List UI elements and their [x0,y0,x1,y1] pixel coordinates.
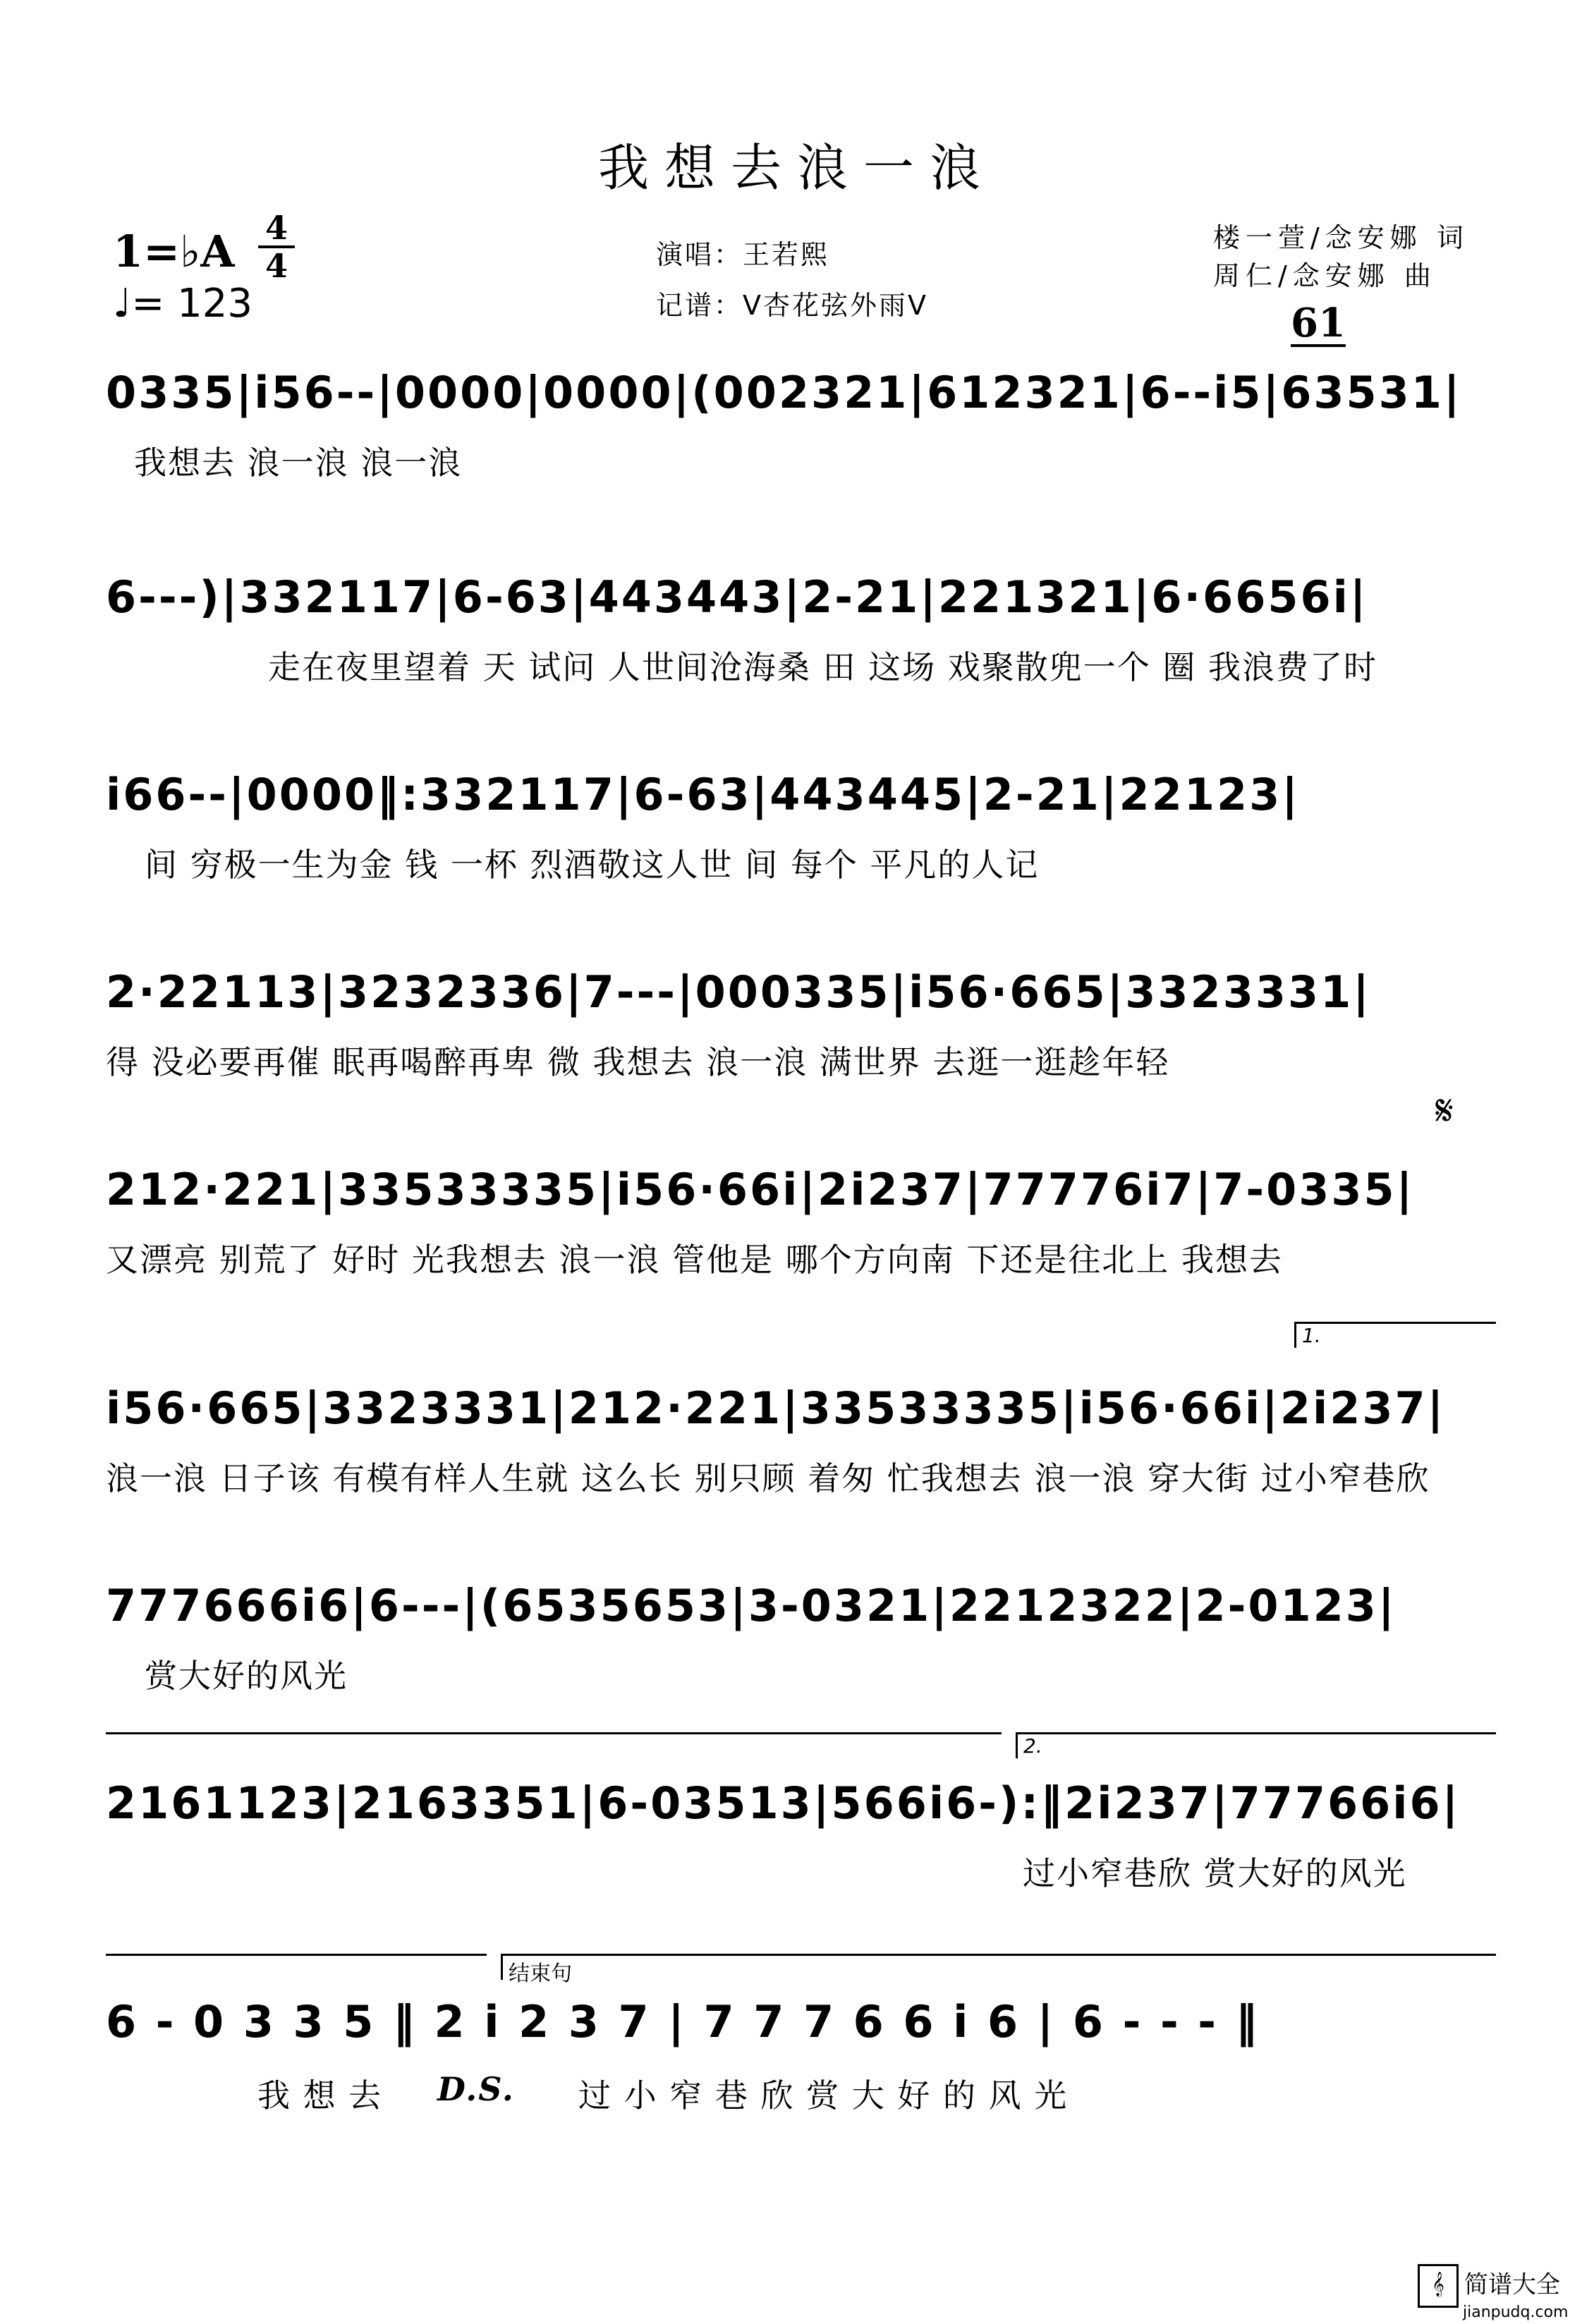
notation-line: i56·665|3323331|212·221|33533335|i56·66i|2i237| [106,1382,1446,1434]
ossia-notes: 61 [1291,300,1346,346]
lyrics-line-right: 过 小 窄 巷 欣 赏 大 好 的 风 光 [578,2076,1069,2115]
lyrics-line: 得 没必要再催 眠再喝醉再卑 微 我想去 浪一浪 满世界 去逛一逛趁年轻 [106,1043,1170,1081]
song-title: 我想去浪一浪 [597,138,996,197]
watermark-name: 简谱大全 [1464,2270,1560,2299]
time-signature-bottom: 4 [264,247,288,285]
lyrics-line: 间 穷极一生为金 钱 一杯 烈酒敬这人世 间 每个 平凡的人记 [145,846,1040,884]
notation-line: 2161123|2163351|6-03513|566i6-):‖2i237|77766i6| [106,1777,1461,1829]
repeat-span-line [106,1732,1002,1734]
lyrics-line: 赏大好的风光 [145,1657,348,1695]
tempo-marking: ♩= 123 [113,281,253,327]
lyricist-credit: 楼一萱/念安娜 词 [1213,222,1469,253]
volta-second-ending: 2. [1016,1732,1496,1758]
time-signature-top: 4 [264,209,288,247]
time-signature [255,209,298,285]
notation-line: i66--|0000‖:332117|6-63|443445|2-21|22123| [106,769,1300,820]
notation-line: 0335|i56--|0000|0000|(002321|612321|6--i5|63531| [106,367,1462,418]
notation-line: 6 - 0 3 3 5 ‖ 2 i 2 3 7 | 7 7 7 6 6 i 6 | 6 - - - ‖ [106,1996,1260,2048]
watermark-url: jianpudq.com [1463,2304,1569,2321]
lyrics-line: 又漂亮 别荒了 好时 光我想去 浪一浪 管他是 哪个方向南 下还是往北上 我想去 [106,1241,1283,1279]
notation-line: 2·22113|3232336|7---|000335|i56·665|3323331| [106,966,1371,1018]
notation-line: 212·221|33533335|i56·66i|2i237|77776i7|7-0335| [106,1164,1415,1215]
segno-icon: 𝄋 [1435,1086,1454,1136]
lyrics-line-left: 我 想 去 [257,2076,383,2115]
dal-segno-mark: D.S. [437,2070,515,2108]
lyrics-line: 我想去 浪一浪 浪一浪 [134,444,463,482]
transcriber-credit: 记谱：V杏花弦外雨V [656,290,928,321]
singer-credit: 演唱：王若熙 [656,239,830,270]
key-signature: 1=♭A [113,226,235,277]
lyrics-line: 浪一浪 日子该 有模有样人生就 这么长 别只顾 着匆 忙我想去 浪一浪 穿大街 过小窄巷欣 [106,1459,1430,1497]
watermark-logo [1418,2264,1568,2321]
notation-line: 777666i6|6---|(6535653|3-0321|2212322|2-0123| [106,1580,1397,1631]
lyrics-line: 过小窄巷欣 赏大好的风光 [1023,1854,1407,1892]
piano-keys-icon: 𝄞 [1418,2264,1459,2308]
coda-ending-label: 结束句 [501,1954,1496,1980]
composer-credit: 周仁/念安娜 曲 [1213,260,1437,291]
notation-line: 6---)|332117|6-63|443443|2-21|221321|6·6656i| [106,571,1368,623]
volta-first-ending: 1. [1294,1322,1496,1348]
lyrics-line: 走在夜里望着 天 试问 人世间沧海桑 田 这场 戏聚散兜一个 圈 我浪费了时 [268,648,1377,686]
line-span [106,1954,487,1956]
